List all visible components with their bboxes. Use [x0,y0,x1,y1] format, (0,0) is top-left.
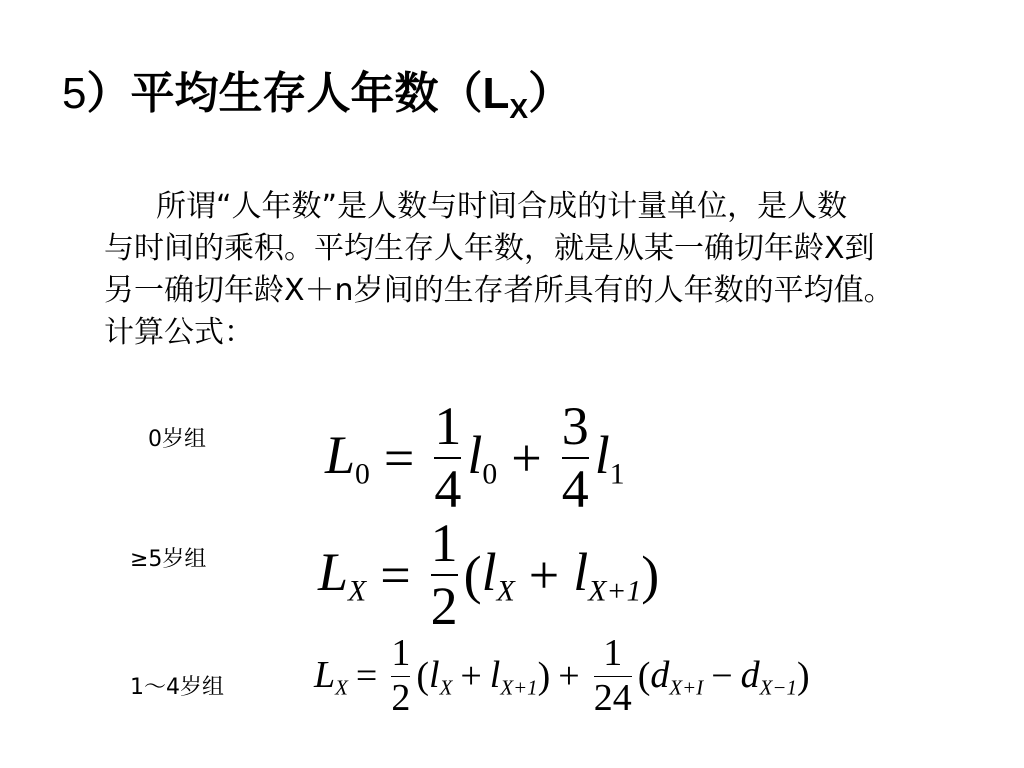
formula-lhs: $L_0$ [325,424,370,491]
body-line: 计算公式： [104,315,254,350]
left-paren: ( [463,544,482,605]
plus-sign: + [528,544,560,605]
formula-term: $d_{X+I}$ [650,653,704,700]
title-number: 5 [62,69,87,118]
formula-term: $l_0$ [467,424,498,491]
group-label-age-1-4: 1～4岁组 [130,675,224,700]
equals-sign: = [383,427,415,488]
fraction: $\frac{1}{4}$ [434,396,462,519]
formula-age-5-plus [318,515,659,634]
title-paren-close: ） [528,68,573,119]
formula-term: $l_1$ [594,424,625,491]
title-text: 平均生存人年数（ [130,68,483,119]
group-label-age-0: 0岁组 [148,427,206,452]
title-symbol: L [482,69,510,118]
fraction: $\frac{3}{4}$ [561,396,589,519]
formula-term: $l_X$ [429,653,453,700]
formula-term: $d_{X-1}$ [740,653,797,700]
plus-sign: + [558,655,580,698]
fraction: $\frac{1}{24}$ [593,632,632,719]
plus-sign: + [511,427,542,488]
body-line: 所谓“人年数”是人数与时间合成的计量单位，是人数 [156,189,848,224]
equals-sign: = [355,655,378,698]
title-subscript: X [509,93,529,124]
plus-sign: + [460,655,482,698]
formula-term: $l_{X+1}$ [489,653,538,700]
body-line: 另一确切年龄X＋n岁间的生存者所具有的人年数的平均值。 [104,273,894,308]
title-paren-open: ） [86,68,131,119]
right-paren: ) [796,655,810,698]
left-paren: ( [416,655,429,698]
left-paren: ( [637,655,651,698]
right-paren: ) [537,655,551,698]
equals-sign: = [380,544,411,605]
formula-lhs: $L_X$ [314,653,348,700]
formula-lhs: $L_X$ [318,541,367,608]
group-label-age-5-plus: ≥5岁组 [130,547,207,572]
body-paragraph [104,186,994,354]
formula-age-1-4 [314,634,810,719]
body-line: 与时间的乘积。平均生存人年数，就是从某一确切年龄X到 [104,231,875,266]
right-paren: ) [641,544,660,605]
minus-sign: − [711,655,733,698]
fraction: $\frac{1}{2}$ [391,632,411,719]
formula-term: $l_X$ [481,541,515,608]
fraction: $\frac{1}{2}$ [430,513,458,636]
formula-age-0 [325,398,625,517]
formula-term: $l_{X+1}$ [573,541,642,608]
slide-title [62,64,572,139]
